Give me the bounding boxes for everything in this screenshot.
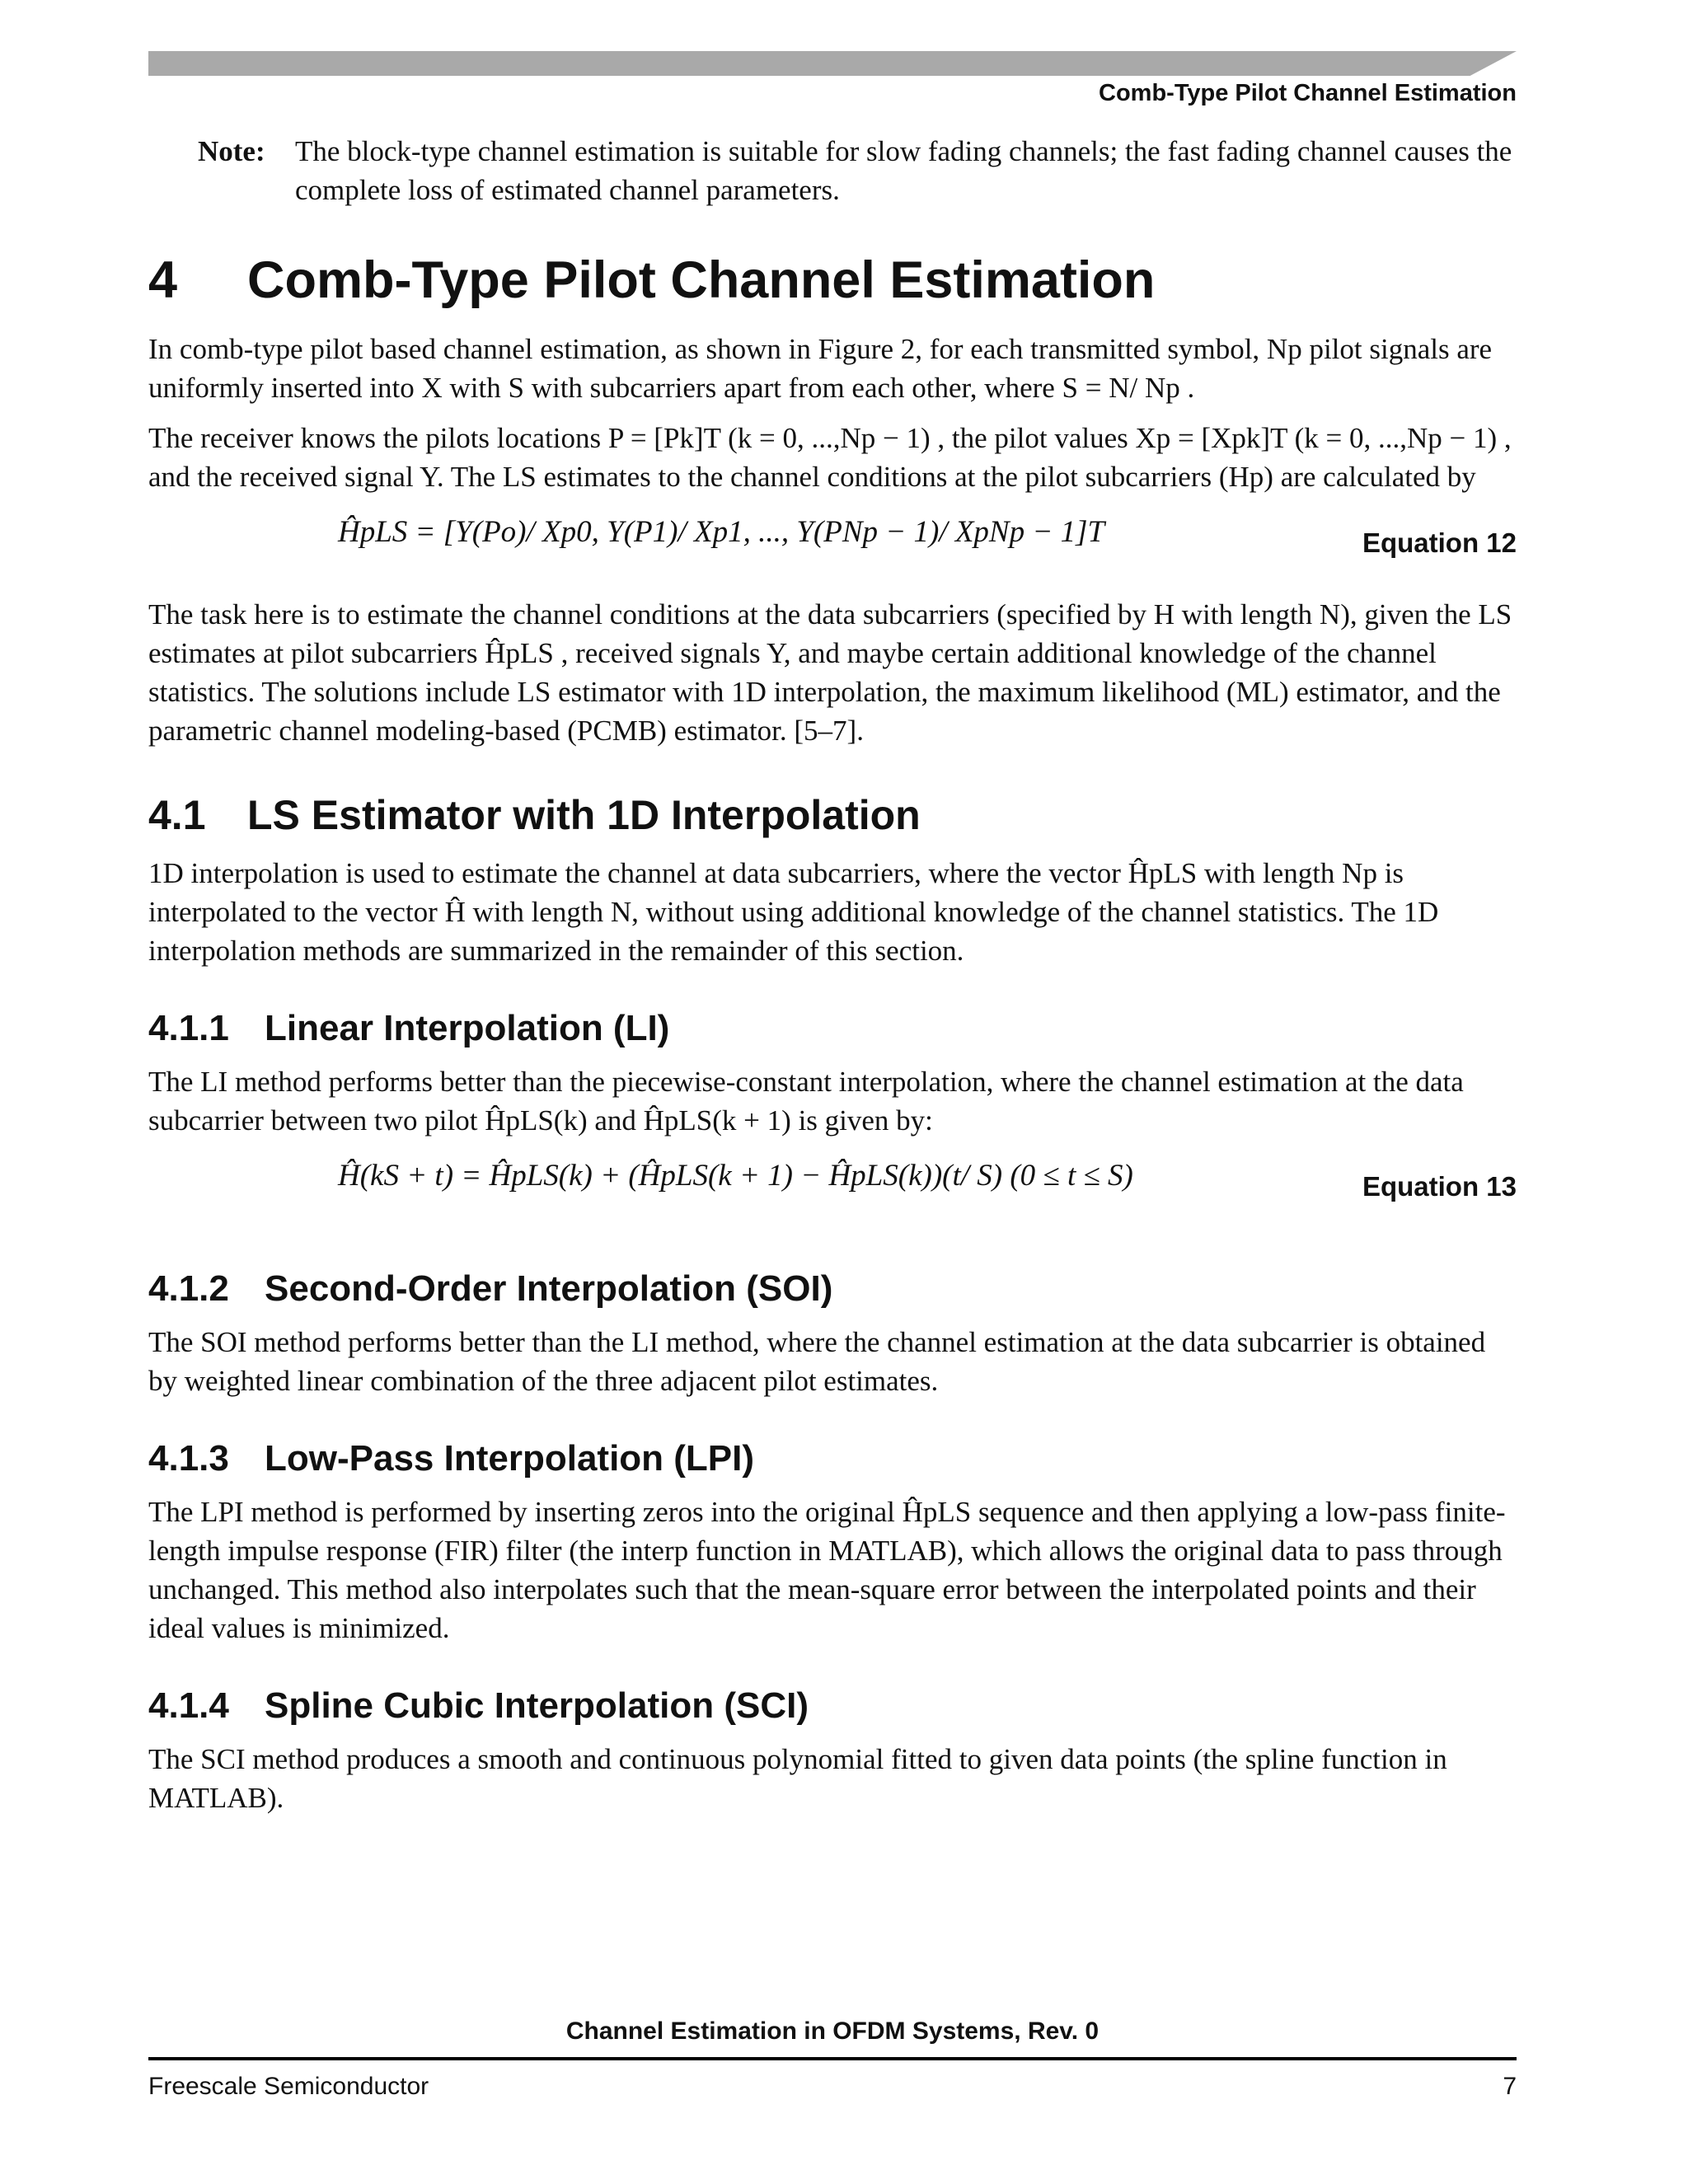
- section-4-paragraph-2: The receiver knows the pilots locations P = [Pk]T (k = 0, ...,Np − 1) , the pilot values Xp = [Xpk]T (k = 0, ...,Np − 1) , and the received signal Y. The LS estimates to the channel conditions at the pilot subcarriers (Hp) are calculated by: [148, 422, 1512, 493]
- section-number: 4: [148, 251, 178, 309]
- section-4-1-3-paragraph: The LPI method is performed by inserting zeros into the original ĤpLS sequence and then applying a low-pass finite-length impulse response (FIR) filter (the interp function in MATLAB), which allows the original data to pass through unchanged. This method also interpolates such that the mean-square error between the interpolated points and their ideal values is minimized.: [148, 1496, 1506, 1644]
- section-4-heading: [148, 251, 1517, 310]
- section-title: Comb-Type Pilot Channel Estimation: [247, 251, 1156, 309]
- footer-page-number: 7: [1503, 2073, 1517, 2100]
- section-number: 4.1.1: [148, 1008, 229, 1048]
- footer-rule: [148, 2057, 1517, 2060]
- section-4-1-1-heading: [148, 1008, 1517, 1049]
- section-4-1-4-paragraph: The SCI method produces a smooth and continuous polynomial fitted to given data points (the spline function in MATLAB).: [148, 1743, 1447, 1814]
- section-4-1-1-paragraph: The LI method performs better than the piecewise-constant interpolation, where the channel estimation at the data subcarrier between two pilot ĤpLS(k) and ĤpLS(k + 1) is given by:: [148, 1066, 1464, 1137]
- section-number: 4.1.4: [148, 1685, 229, 1726]
- section-title: Linear Interpolation (LI): [265, 1008, 670, 1048]
- header-bar: [148, 51, 1517, 76]
- section-4-1-2-paragraph: The SOI method performs better than the LI method, where the channel estimation at the data subcarrier is obtained by weighted linear combination of the three adjacent pilot estimates.: [148, 1326, 1486, 1397]
- running-title: Comb-Type Pilot Channel Estimation: [1099, 80, 1517, 106]
- section-4-1-2-heading: [148, 1268, 1517, 1310]
- footer-document-title: Channel Estimation in OFDM Systems, Rev. 0: [565, 2018, 1100, 2045]
- section-number: 4.1.3: [148, 1438, 229, 1479]
- section-title: Low-Pass Interpolation (LPI): [265, 1438, 755, 1479]
- section-number: 4.1: [148, 792, 206, 838]
- section-title: Spline Cubic Interpolation (SCI): [265, 1685, 809, 1726]
- equation-13-body: Ĥ(kS + t) = ĤpLS(k) + (ĤpLS(k + 1) − ĤpLS(k))(t/ S) (0 ≤ t ≤ S): [338, 1159, 1133, 1193]
- section-4-1-paragraph: 1D interpolation is used to estimate the channel at data subcarriers, where the vector ĤpLS with length Np is interpolated to the vector Ĥ with length N, without using additional knowledge of the channel statistics. The 1D interpolation methods are summarized in the remainder of this section.: [148, 857, 1439, 967]
- note-label: Note:: [198, 135, 265, 167]
- section-4-1-heading: [148, 791, 1517, 839]
- section-4-1-3-heading: [148, 1438, 1517, 1479]
- equation-12-body: ĤpLS = [Y(Po)/ Xp0, Y(P1)/ Xp1, ..., Y(PNp − 1)/ XpNp − 1]T: [338, 515, 1105, 549]
- section-number: 4.1.2: [148, 1268, 229, 1309]
- section-4-paragraph-1: In comb-type pilot based channel estimation, as shown in Figure 2, for each transmitted symbol, Np pilot signals are uniformly inserted into X with S with subcarriers apart from each other, where S = N/ Np .: [148, 333, 1493, 404]
- section-4-paragraph-3: The task here is to estimate the channel conditions at the data subcarriers (specified by H with length N), given the LS estimates at pilot subcarriers ĤpLS , received signals Y, and maybe certain additional knowledge of the channel statistics. The solutions include LS estimator with 1D interpolation, the maximum likelihood (ML) estimator, and the parametric channel modeling-based (PCMB) estimator. [5–7].: [148, 598, 1512, 747]
- page-content: [148, 132, 1517, 1817]
- note-text: The block-type channel estimation is suitable for slow fading channels; the fast fading channel causes the complete loss of estimated channel parameters.: [295, 135, 1512, 206]
- equation-13-label: Equation 13: [1362, 1171, 1517, 1202]
- equation-13: [148, 1148, 1517, 1230]
- equation-12-label: Equation 12: [1362, 527, 1517, 558]
- section-title: LS Estimator with 1D Interpolation: [247, 792, 921, 838]
- equation-12: [148, 504, 1517, 587]
- section-title: Second-Order Interpolation (SOI): [265, 1268, 833, 1309]
- note-block: [198, 132, 1517, 209]
- section-4-1-4-heading: [148, 1685, 1517, 1727]
- footer-company: Freescale Semiconductor: [148, 2073, 429, 2100]
